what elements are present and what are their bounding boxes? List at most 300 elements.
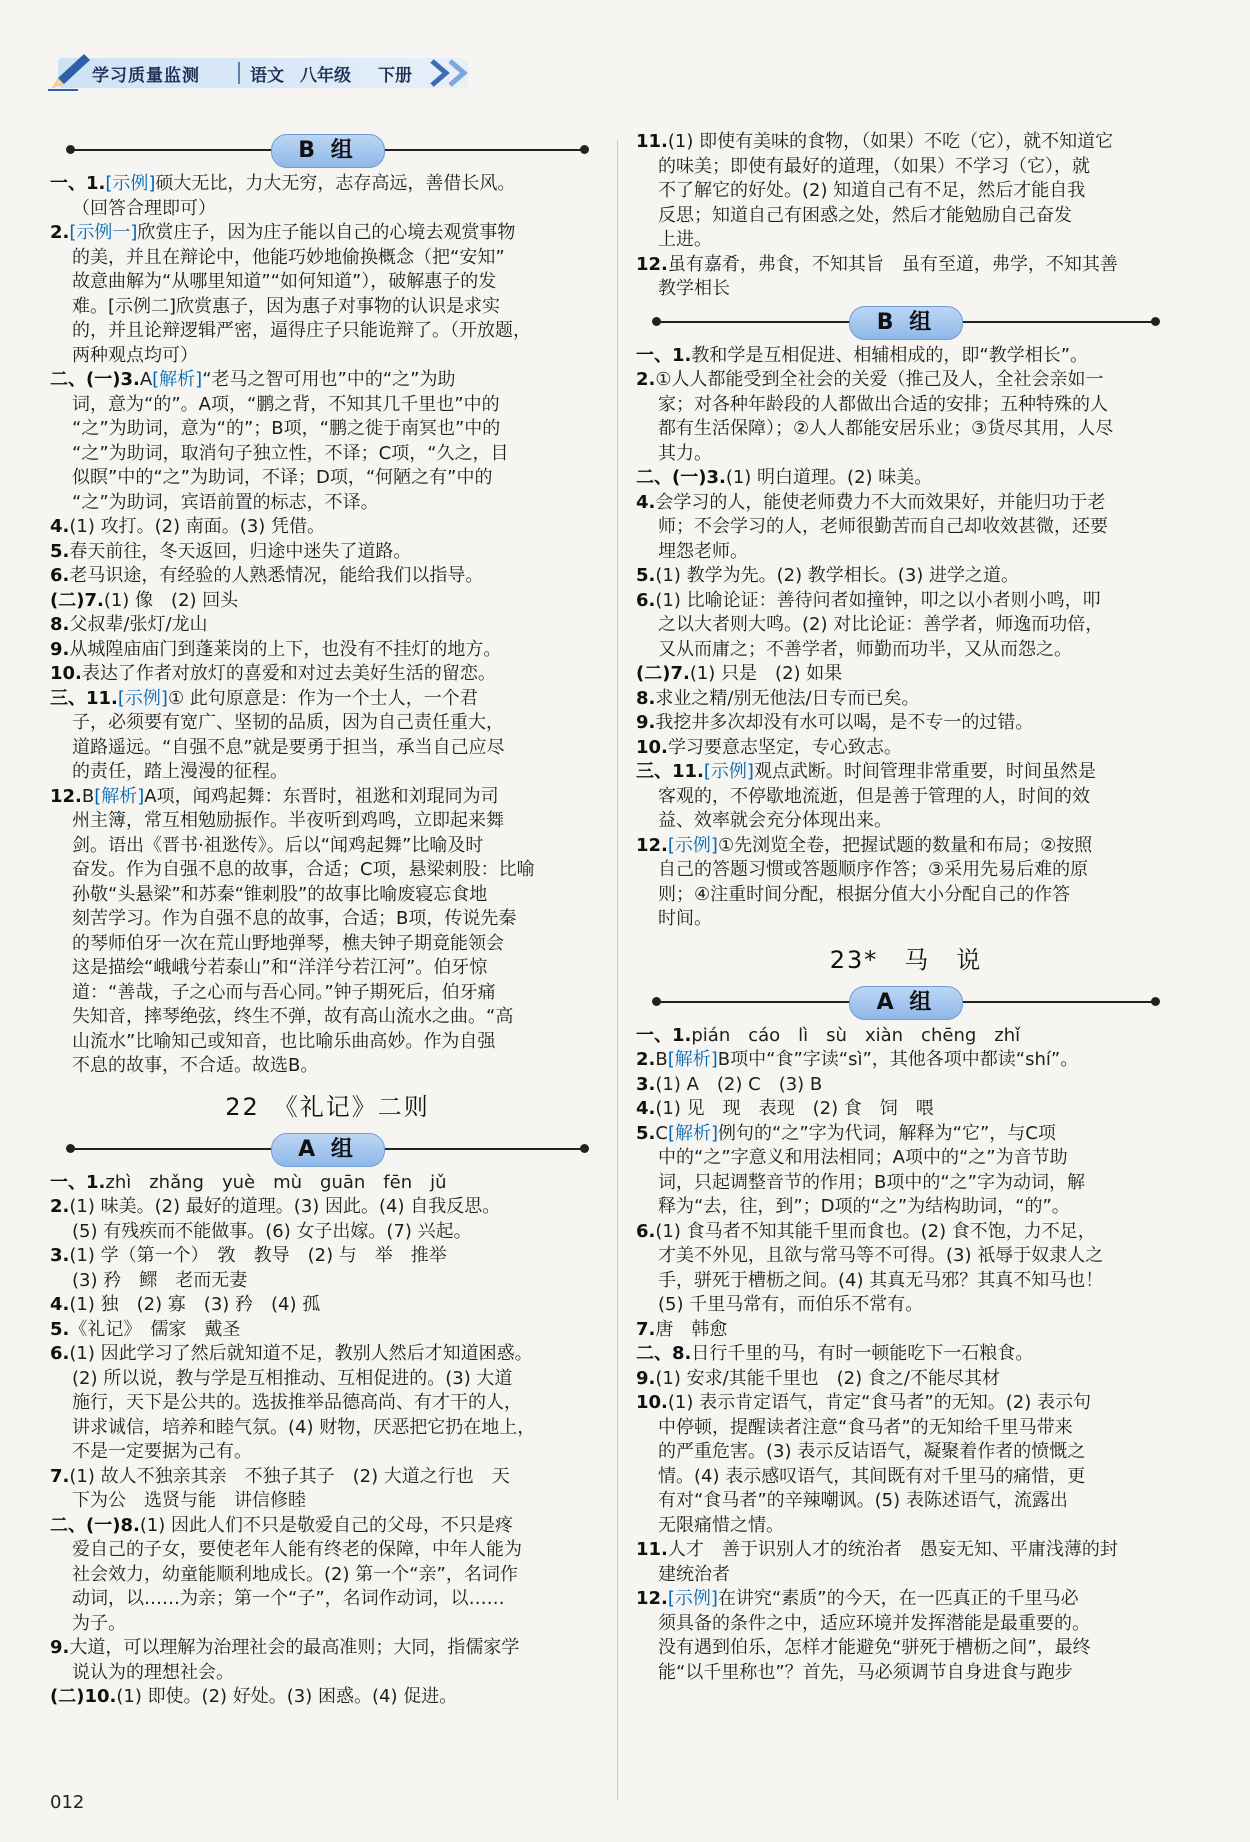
answer-line (50, 711, 605, 736)
question-number: (二)7. (636, 663, 690, 684)
answer-text: 须具备的条件之中，适应环境并发挥潜能是最重要的。 (658, 1612, 1090, 1634)
answer-line (50, 589, 605, 614)
answer-text: (1) 安求/其能千里也 (2) 食之/不能尽其材 (655, 1367, 1000, 1389)
answer-line (50, 1318, 605, 1343)
answer-text: (1) 像 (2) 回头 (103, 589, 239, 611)
question-number: 5. (636, 565, 656, 586)
answer-text: 教学相长 (658, 278, 730, 299)
question-number: 6. (636, 589, 656, 611)
answer-line (636, 1171, 1176, 1196)
answer-text: 大道，可以理解为治理社会的最高准则；大同，指儒家学 (69, 1637, 520, 1658)
answer-text: (1) 明白道理。(2) 味美。 (725, 467, 933, 488)
answer-line (50, 809, 605, 834)
answer-text: 故意曲解为“从哪里知道”“如何知道”），破解惠子的发 (72, 271, 497, 292)
answer-text: (1) 学（第一个） 敩 教导 (2) 与 举 推举 (69, 1245, 447, 1266)
answer-text: 剑。语出《晋书·祖逖传》。后以“闻鸡起舞”比喻及时 (72, 834, 484, 856)
question-number: 9. (636, 712, 656, 733)
answer-text: 人才 善于识别人才的统治者 愚妄无知、平庸浅薄的封 (667, 1539, 1118, 1560)
answer-line (636, 1489, 1176, 1514)
rule-dot (66, 1144, 75, 1153)
answer-text: “之”为助词，宾语前置的标志，不译。 (72, 491, 379, 513)
answer-text: 上进。 (658, 229, 712, 250)
question-number: 2. (636, 369, 656, 390)
group-label: B 组 (849, 306, 963, 340)
answer-text: (3) 矜 鳏 老而无妻 (72, 1269, 248, 1291)
question-number: 8. (50, 614, 70, 635)
answer-line (50, 1416, 605, 1441)
answer-line (50, 956, 605, 981)
answer-text: 两种观点均可） (72, 344, 198, 366)
answer-line (636, 1244, 1176, 1269)
answer-line (50, 1030, 605, 1055)
rule-dot (580, 145, 589, 154)
answer-text: 在讲究“素质”的今天，在一匹真正的千里马必 (717, 1588, 1079, 1609)
answer-text: 情。(4) 表示感叹语气，其间既有对千里马的痛惜，更 (658, 1465, 1086, 1487)
question-number: (二)7. (50, 589, 104, 611)
answer-line (50, 613, 605, 638)
answer-line (636, 1195, 1176, 1220)
answer-line (636, 1293, 1176, 1318)
answer-line (50, 221, 605, 246)
answer-text: “之”为助词，意为“的”；B项，“鹏之徙于南冥也”中的 (72, 418, 501, 439)
answer-line (636, 1636, 1176, 1661)
answer-line (636, 1318, 1176, 1343)
answer-text: 词，意为“的”。A项，“鹏之背，不知其几千里也”中的 (72, 393, 500, 415)
answer-text: (1) 即使有美味的食物，（如果）不吃（它），就不知道它 (667, 131, 1114, 152)
question-number: 一、1. (50, 173, 106, 194)
rule-dot (1151, 317, 1160, 326)
answer-text: 会学习的人，能使老师费力不大而效果好，并能归功于老 (655, 491, 1106, 513)
question-number: 12. (636, 834, 668, 856)
answer-text: (1) 教学为先。(2) 教学相长。(3) 进学之道。 (655, 565, 1020, 586)
answer-line (50, 1612, 605, 1637)
answer-line (50, 515, 605, 540)
question-number: 6. (50, 565, 70, 586)
answer-line (50, 1005, 605, 1030)
annotation-tag: [示例] (703, 761, 754, 782)
question-number: 10. (50, 663, 82, 684)
answer-line (50, 736, 605, 761)
annotation-tag: [示例] (667, 1588, 718, 1609)
answer-text: (1) A (2) C (3) B (655, 1073, 823, 1095)
answer-text: 才美不外见，且欲与常马等不可得。(3) 祇辱于奴隶人之 (658, 1245, 1104, 1266)
answer-line (50, 564, 605, 589)
answer-line (50, 662, 605, 687)
answer-line (636, 1122, 1176, 1147)
annotation-tag: [示例] (667, 834, 718, 856)
answer-line (50, 760, 605, 785)
answer-text: A项，闻鸡起舞：东晋时，祖逖和刘琨同为司 (144, 785, 499, 807)
group-heading (50, 132, 605, 168)
rule-dot (652, 317, 661, 326)
answer-text: 中的“之”字意义和用法相同；A项中的“之”为音节助 (658, 1147, 1068, 1168)
group-label: A 组 (849, 986, 963, 1020)
answer-line (636, 491, 1176, 516)
answer-text: 州主簿，常互相勉励振作。半夜听到鸡鸣，立即起来舞 (72, 810, 504, 831)
answer-text: 释为“去，往，到”；D项的“之”为结构助词，“的”。 (658, 1196, 1070, 1217)
answer-text: 例句的“之”字为代词，解释为“它”，与C项 (718, 1122, 1056, 1144)
answer-line (50, 417, 605, 442)
answer-text: 教和学是互相促进、相辅相成的，即“教学相长”。 (691, 344, 1089, 366)
question-number: 12. (636, 253, 668, 275)
answer-text: (2) 所以说，教与学是互相推动、互相促进的。(3) 大道 (72, 1367, 513, 1389)
answer-line (636, 1097, 1176, 1122)
answer-line (636, 393, 1176, 418)
answer-line (636, 1661, 1176, 1686)
answer-text: “之”为助词，取消句子独立性，不译；C项，“久之，目 (72, 442, 509, 464)
answer-text: 日行千里的马，有时一顿能吃下一石粮食。 (691, 1343, 1034, 1364)
answer-line (50, 907, 605, 932)
question-number: 6. (50, 1343, 70, 1364)
answer-line (636, 662, 1176, 687)
answer-text: (1) 因此学习了然后就知道不足，教别人然后才知道困惑。 (69, 1343, 533, 1364)
page-number: 012 (50, 1792, 85, 1813)
answer-text: 中停顿，提醒读者注意“食马者”的无知给千里马带来 (658, 1416, 1073, 1438)
answer-text: 虽有嘉肴，弗食，不知其旨 虽有至道，弗学，不知其善 (667, 253, 1118, 275)
answer-choice: A (139, 369, 153, 390)
answer-text: B项中“食”字读“sì”，其他各项中都读“shí”。 (717, 1049, 1079, 1070)
answer-text: (1) 因此人们不只是敬爱自己的父母，不只是疼 (139, 1514, 514, 1536)
answer-line (636, 785, 1176, 810)
answer-line (636, 687, 1176, 712)
answer-text: 又从而庸之；不善学者，师勤而功半，又从而怨之。 (658, 638, 1072, 660)
answer-line (636, 858, 1176, 883)
question-number: 二、(一)3. (50, 369, 140, 390)
answer-line (50, 1195, 605, 1220)
answer-line (50, 270, 605, 295)
answer-text: 春天前往，冬天返回，归途中迷失了道路。 (69, 540, 412, 562)
chevron-right-icon (426, 58, 486, 88)
question-number: 二、(一)3. (636, 467, 726, 488)
answer-text: 子，必须要有宽广、坚韧的品质，因为自己责任重大， (72, 712, 504, 733)
question-number: 12. (50, 785, 82, 807)
answer-line (50, 1440, 605, 1465)
answer-text: zhì zhǎng yuè mù guān fēn jǔ (105, 1171, 447, 1193)
answer-text: 其力。 (658, 442, 712, 464)
answer-line (50, 834, 605, 859)
right-column (636, 130, 1176, 1685)
answer-line (636, 1563, 1176, 1588)
answer-line (636, 344, 1176, 369)
answer-line (636, 1367, 1176, 1392)
answer-text: 下为公 选贤与能 讲信修睦 (72, 1490, 306, 1511)
answer-text: 的琴师伯牙一次在荒山野地弹琴，樵夫钟子期竟能领会 (72, 932, 504, 954)
answer-text: pián cáo lì sù xiàn chēng zhǐ (691, 1024, 1021, 1046)
question-number: 9. (50, 638, 70, 660)
answer-line (636, 613, 1176, 638)
question-number: 4. (50, 516, 70, 537)
answer-text: 山流水”比喻知己或知音，也比喻乐曲高妙。作为自强 (72, 1030, 496, 1052)
answer-text: 父叔辈/张灯/龙山 (69, 614, 208, 635)
answer-text: (1) 只是 (2) 如果 (689, 663, 843, 684)
answer-text: 从城隍庙庙门到蓬莱岗的上下，也没有不挂灯的地方。 (69, 638, 502, 660)
answer-text: 时间。 (658, 908, 712, 929)
answer-line (50, 393, 605, 418)
answer-text: 客观的，不停歇地流逝，但是善于管理的人，时间的效 (658, 785, 1090, 807)
answer-text: (1) 攻打。(2) 南面。(3) 凭借。 (69, 516, 326, 537)
answer-text: 《礼记》 儒家 戴圣 (69, 1318, 241, 1340)
answer-text: (5) 有残疾而不能做事。(6) 女子出嫁。(7) 兴起。 (72, 1220, 472, 1242)
answer-line (50, 1563, 605, 1588)
answer-line (636, 564, 1176, 589)
header-divider (238, 62, 240, 84)
answer-line (50, 1636, 605, 1661)
answer-line (636, 1465, 1176, 1490)
answer-line (50, 540, 605, 565)
answer-line (636, 1538, 1176, 1563)
answer-text: 自己的答题习惯或答题顺序作答；③采用先易后难的原 (658, 859, 1089, 880)
answer-text: 道：“善哉，子之心而与吾心同。”钟子期死后，伯牙痛 (72, 981, 496, 1003)
answer-line (636, 1342, 1176, 1367)
answer-text: 道路遥远。“自强不息”就是要勇于担当，承当自己应尽 (72, 736, 505, 758)
answer-line (636, 1048, 1176, 1073)
answer-text: (1) 独 (2) 寡 (3) 矜 (4) 孤 (69, 1294, 321, 1315)
answer-line (50, 1391, 605, 1416)
question-number: 3. (50, 1245, 70, 1266)
answer-line (636, 130, 1176, 155)
question-number: 5. (50, 1318, 70, 1340)
answer-line (636, 155, 1176, 180)
annotation-tag: [示例] (117, 687, 168, 709)
answer-line (636, 1220, 1176, 1245)
answer-line (50, 295, 605, 320)
answer-line (50, 368, 605, 393)
answer-text: 有对“食马者”的辛辣嘲讽。(5) 表陈述语气，流露出 (658, 1490, 1068, 1511)
answer-line (636, 1269, 1176, 1294)
answer-line (50, 638, 605, 663)
answer-line (50, 1514, 605, 1539)
question-number: 二、(一)8. (50, 1514, 140, 1536)
answer-text: 我挖井多次却没有水可以喝，是不专一的过错。 (655, 712, 1034, 733)
group-heading (636, 304, 1176, 340)
series-title: 学习质量监测 (92, 66, 200, 86)
answer-line (636, 1612, 1176, 1637)
answer-text: 为子。 (72, 1612, 126, 1634)
answer-line (636, 277, 1176, 302)
answer-line (636, 711, 1176, 736)
answer-text: 没有遇到伯乐，怎样才能避免“骈死于槽枥之间”，最终 (658, 1637, 1091, 1658)
answer-text: 爱自己的子女，要使老年人能有终老的保障，中年人能为 (72, 1539, 522, 1560)
answer-text: 师；不会学习的人，老师很勤苦而自己却收效甚微，还要 (658, 516, 1108, 537)
answer-line (50, 1538, 605, 1563)
answer-text: 动词，以……为亲；第一个“子”，名词作动词，以…… (72, 1588, 505, 1609)
annotation-tag: [解析] (152, 369, 203, 390)
answer-text: 不是一定要据为己有。 (72, 1441, 252, 1462)
answer-text: 奋发。作为自强不息的故事，合适；C项，悬梁刺股：比喻 (72, 859, 535, 880)
question-number: 9. (50, 1637, 70, 1658)
answer-text: 埋怨老师。 (658, 540, 748, 562)
answer-line (636, 1073, 1176, 1098)
answer-line (50, 1244, 605, 1269)
answer-line (636, 204, 1176, 229)
answer-choice: B (81, 785, 95, 807)
answer-line (636, 466, 1176, 491)
answer-text: 则；④注重时间分配，根据分值大小分配自己的作答 (658, 883, 1071, 905)
question-number: 11. (636, 1539, 668, 1560)
question-number: 三、11. (50, 687, 118, 709)
question-number: 7. (50, 1465, 70, 1487)
answer-text: 说认为的理想社会。 (72, 1661, 234, 1683)
question-number: 8. (636, 687, 656, 709)
answer-line (636, 1587, 1176, 1612)
answer-text: 反思；知道自己有困惑之处，然后才能勉励自己奋发 (658, 204, 1072, 226)
answer-line (50, 491, 605, 516)
answer-text: 手，骈死于槽枥之间。(4) 其真无马邪？其真不知马也！ (658, 1269, 1104, 1291)
question-number: 一、1. (636, 1024, 692, 1046)
question-number: 2. (636, 1049, 656, 1070)
answer-text: 观点武断。时间管理非常重要，时间虽然是 (753, 761, 1096, 782)
answer-text: 的责任，踏上漫漫的征程。 (72, 761, 288, 782)
answer-text: 无限痛惜之情。 (658, 1514, 784, 1536)
answer-text: 孙敬“头悬梁”和苏秦“锥刺股”的故事比喻废寝忘食地 (72, 883, 488, 905)
rule-dot (1151, 997, 1160, 1006)
answer-text: 刻苦学习。作为自强不息的故事，合适；B项，传说先秦 (72, 908, 517, 929)
answer-text: 讲求诚信，培养和睦气氛。(4) 财物，厌恶把它扔在地上， (72, 1416, 536, 1438)
answer-text: (1) 表示肯定语气，肯定“食马者”的无知。(2) 表示句 (667, 1392, 1091, 1413)
answer-line (636, 1416, 1176, 1441)
answer-text: “老马之智可用也”中的“之”为助 (202, 369, 456, 390)
answer-line (50, 466, 605, 491)
answer-text: ① 此句原意是：作为一个士人，一个君 (167, 687, 478, 709)
answer-line (636, 883, 1176, 908)
rule-dot (66, 145, 75, 154)
answer-line (636, 760, 1176, 785)
question-number: 6. (636, 1220, 656, 1242)
subject-label: 语文 (250, 66, 284, 86)
answer-text: 学习要意志坚定，专心致志。 (667, 736, 902, 758)
question-number: 10. (636, 1392, 668, 1413)
answer-line (636, 809, 1176, 834)
column-divider (617, 140, 618, 1800)
answer-text: 益、效率就会充分体现出来。 (658, 810, 892, 831)
answer-line (50, 981, 605, 1006)
question-number: 一、1. (50, 1171, 106, 1193)
section-title: 22 《礼记》二则 (225, 1092, 430, 1121)
answer-line (50, 442, 605, 467)
answer-text: ①先浏览全卷，把握试题的数量和布局；②按照 (717, 834, 1093, 856)
question-number: 二、8. (636, 1343, 692, 1364)
answer-text: (1) 味美。(2) 最好的道理。(3) 因此。(4) 自我反思。 (69, 1196, 501, 1217)
annotation-tag: [示例一] (69, 222, 138, 243)
answer-line (50, 1661, 605, 1686)
group-label: B 组 (271, 134, 385, 168)
answer-text: 都有生活保障）；②人人都能安居乐业；③货尽其用，人尽 (658, 418, 1114, 439)
answer-line (50, 785, 605, 810)
answer-line (636, 1514, 1176, 1539)
answer-text: 家；对各种年龄段的人都做出合适的安排；五种特殊的人 (658, 393, 1108, 415)
answer-text: 社会效力，幼童能顺利地成长。(2) 第一个“亲”，名词作 (72, 1563, 518, 1585)
section-title: 23* 马 说 (829, 945, 983, 974)
answer-line (50, 1293, 605, 1318)
answer-line (50, 197, 605, 222)
answer-choice: B (655, 1049, 668, 1070)
answer-line (636, 638, 1176, 663)
question-number: 3. (636, 1073, 656, 1095)
answer-line (50, 858, 605, 883)
question-number: 5. (636, 1122, 656, 1144)
question-number: 12. (636, 1588, 668, 1609)
rule-dot (652, 997, 661, 1006)
answer-text: (1) 故人不独亲其亲 不独子其子 (2) 大道之行也 天 (69, 1465, 510, 1487)
answer-line (50, 1269, 605, 1294)
answer-line (50, 344, 605, 369)
answer-text: 建统治者 (658, 1563, 730, 1585)
answer-text: 欣赏庄子，因为庄子能以自己的心境去观赏事物 (137, 222, 516, 243)
answer-text: （回答合理即可） (72, 197, 216, 219)
question-number: 9. (636, 1367, 656, 1389)
answer-line (50, 1685, 605, 1710)
answer-line (636, 736, 1176, 761)
question-number: 4. (636, 1098, 656, 1119)
volume-label: 下册 (378, 66, 412, 86)
left-column (50, 130, 605, 1710)
answer-line (50, 172, 605, 197)
answer-line (50, 1367, 605, 1392)
answer-text: 求业之精/别无他法/日专而已矣。 (655, 687, 920, 709)
answer-text: 唐 韩愈 (655, 1318, 728, 1340)
answer-line (50, 1465, 605, 1490)
question-number: 2. (50, 1196, 70, 1217)
answer-text: 不了解它的好处。(2) 知道自己有不足，然后才能自我 (658, 180, 1086, 201)
answer-line (50, 1220, 605, 1245)
answer-line (636, 1391, 1176, 1416)
answer-line (636, 834, 1176, 859)
answer-text: 表达了作者对放灯的喜爱和对过去美好生活的留恋。 (81, 663, 496, 684)
group-heading (636, 984, 1176, 1020)
answer-line (636, 179, 1176, 204)
page-header (48, 52, 518, 92)
annotation-tag: [解析] (667, 1049, 718, 1070)
answer-line (636, 228, 1176, 253)
question-number: 5. (50, 540, 70, 562)
answer-text: 的，并且论辩逻辑严密，逼得庄子只能诡辩了。（开放题， (72, 320, 531, 341)
question-number: 三、11. (636, 761, 704, 782)
question-number: 4. (50, 1294, 70, 1315)
answer-line (50, 1171, 605, 1196)
answer-line (636, 515, 1176, 540)
annotation-tag: [示例] (105, 173, 156, 194)
answer-text: 这是描绘“峨峨兮若泰山”和“洋洋兮若江河”。伯牙惊 (72, 957, 488, 978)
group-label: A 组 (271, 1133, 385, 1167)
answer-text: 硕大无比，力大无穷，志存高远，善借长风。 (155, 173, 516, 194)
grade-label: 八年级 (300, 66, 351, 86)
group-heading (50, 1131, 605, 1167)
answer-text: 似瞑”中的“之”为助词，不译；D项，“何陋之有”中的 (72, 467, 493, 488)
answer-text: 不息的故事，不合适。故选B。 (72, 1055, 319, 1076)
answer-choice: C (655, 1122, 668, 1144)
answer-text: 的严重危害。(3) 表示反诘语气，凝聚着作者的愤慨之 (658, 1441, 1086, 1462)
answer-line (50, 1342, 605, 1367)
answer-line (636, 253, 1176, 278)
question-number: 7. (636, 1318, 656, 1340)
answer-line (50, 319, 605, 344)
answer-line (50, 1587, 605, 1612)
answer-text: (1) 即使。(2) 好处。(3) 困惑。(4) 促进。 (116, 1686, 458, 1707)
answer-line (50, 687, 605, 712)
answer-line (636, 368, 1176, 393)
answer-line (636, 907, 1176, 932)
pencil-icon (48, 52, 92, 92)
answer-line (636, 1440, 1176, 1465)
answer-line (50, 932, 605, 957)
answer-text: 的味美；即使有最好的道理，（如果）不学习（它），就 (658, 155, 1090, 177)
answer-text: (1) 见 现 表现 (2) 食 饲 喂 (655, 1098, 934, 1119)
answer-text: (5) 千里马常有，而伯乐不常有。 (658, 1294, 924, 1315)
answer-text: 施行，天下是公共的。选拔推举品德高尚、有才干的人， (72, 1392, 522, 1413)
answer-text: 难。[示例二]欣赏惠子，因为惠子对事物的认识是求实 (72, 295, 501, 317)
answer-text: 词，只起调整音节的作用；B项中的“之”字为动词，解 (658, 1171, 1085, 1193)
answer-line (636, 1024, 1176, 1049)
